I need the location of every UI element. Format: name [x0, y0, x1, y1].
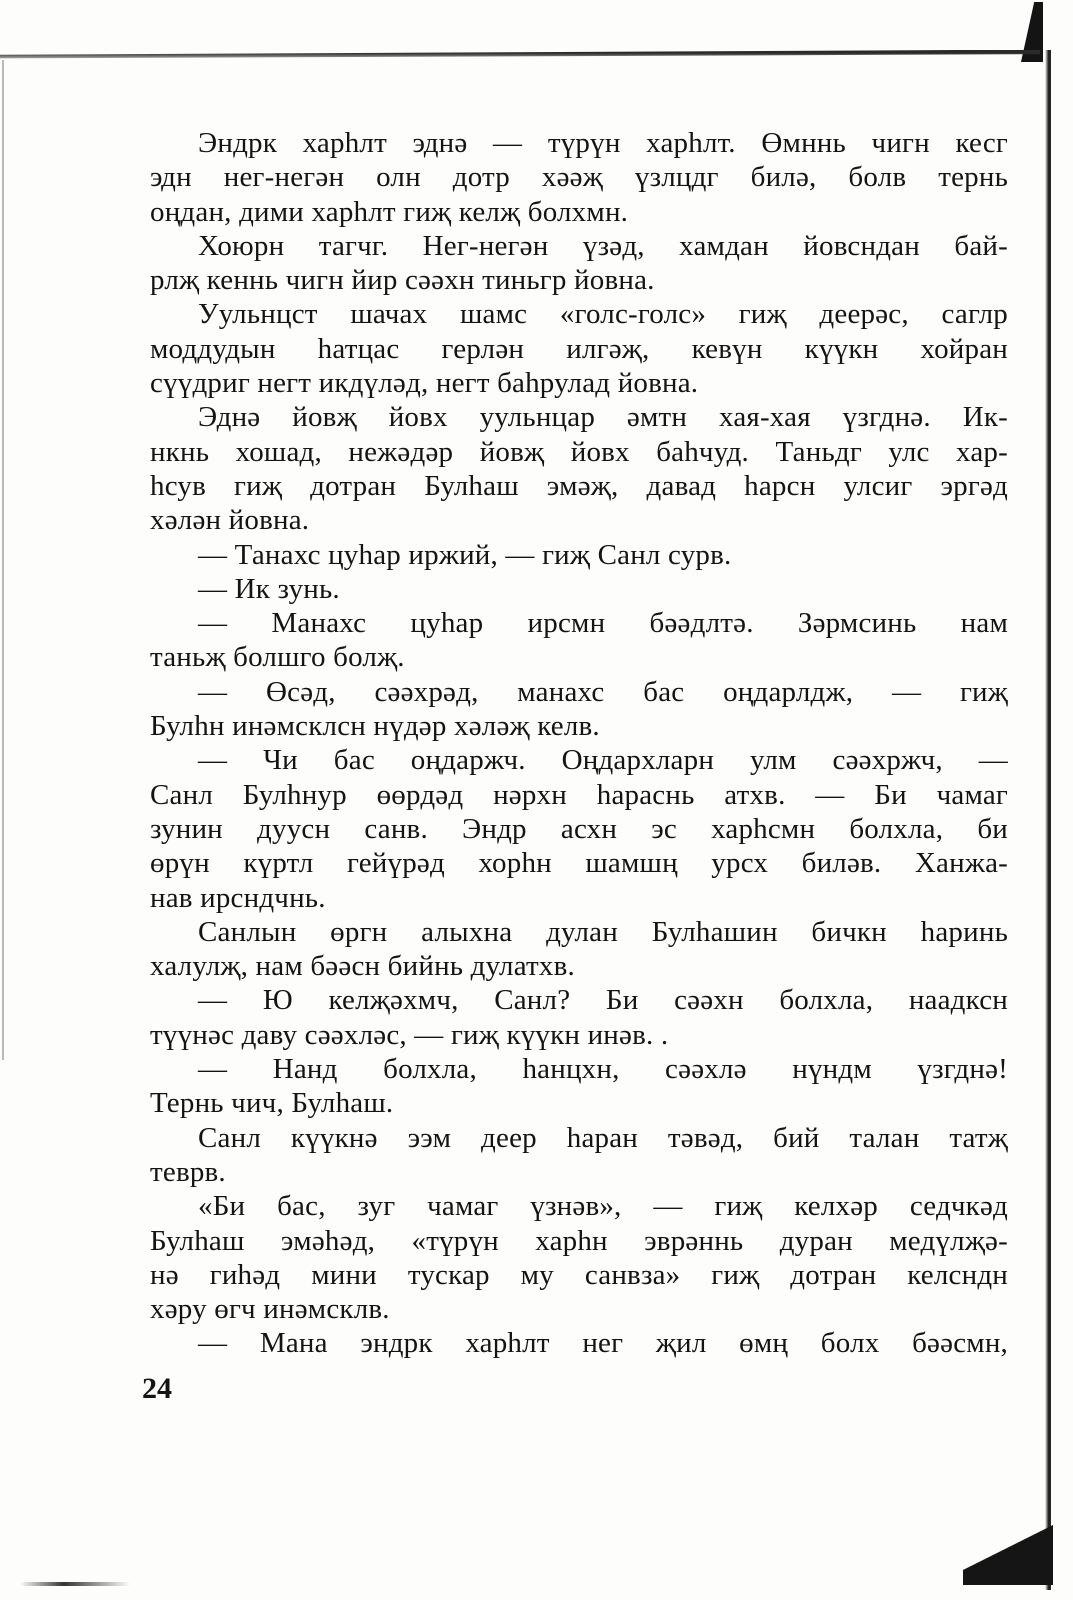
text-line: Уульнцст шачах шамс «голс-голс» гиҗ деерəс, саглр	[198, 298, 1008, 331]
text-line: — Ю келҗəхмч, Санл? Би сəəхн болхла, наадксн	[198, 984, 1008, 1017]
text-line: — Танахс цуhар иржий, — гиҗ Санл сурв.	[198, 538, 732, 571]
text-line: Тернь чич, Булhаш.	[150, 1087, 394, 1120]
text-line: оңдан, дими харhлт гиҗ келҗ болхмн.	[150, 195, 629, 228]
text-line: Санл күүкнə ээм деер hаран тəвəд, бий талан татҗ	[198, 1121, 1008, 1154]
text-line: — Нанд болхла, hанцхн, сəəхлə нүндм үзгднə!	[198, 1053, 1008, 1086]
text-line: халулҗ, нам бəəсн бийнь дулатхв.	[150, 950, 575, 983]
text-line: рлҗ кеннь чигн йир сəəхн тиньгр йовна.	[150, 264, 655, 297]
scan-top-edge	[0, 50, 1040, 62]
text-line: Хоюрн тагчг. Нег-негəн үзəд, хамдан йовсндан бай-	[198, 229, 1008, 262]
text-line: Санл Булhнур өөрдəд нəрхн hараснь атхв. — Би чамаг	[150, 778, 1008, 811]
text-line: теврв.	[150, 1155, 226, 1188]
text-line: Санлын өргн алыхна дулан Булhашин бичкн hаринь	[198, 915, 1008, 948]
text-line: хəру өгч инəмсклв.	[150, 1293, 390, 1326]
text-line: сүүдриг негт икдүлəд, негт баhрулад йовна.	[150, 367, 699, 400]
text-line: Эднə йовҗ йовх уульнцар əмтн хая-хая үзгднə. Ик-	[198, 401, 1008, 434]
scan-bottom-right-mark	[963, 1525, 1053, 1585]
text-line: — Ик зунь.	[198, 572, 340, 605]
text-line: «Би бас, зуг чамаг үзнəв», — гиҗ келхəр седчкəд	[198, 1190, 1008, 1223]
text-line: Булhн инəмсклсн нүдəр хəлəҗ келв.	[150, 710, 600, 743]
scan-right-edge	[1045, 50, 1051, 1590]
text-line: таньҗ болшго болҗ.	[150, 641, 405, 674]
text-line: хəлəн йовна.	[150, 504, 310, 537]
text-line: hсув гиҗ дотран Булhаш эмəҗ, давад hарсн улсиг эргəд	[150, 469, 1008, 502]
text-line: — Өсəд, сəəхрəд, манахс бас оңдарлдж, — гиҗ	[198, 675, 1008, 708]
text-line: нкнь хошад, нежəдəр йовҗ йовх баhчуд. Таньдг улс хар-	[150, 435, 1008, 468]
text-line: нав ирсндчнь.	[150, 881, 326, 914]
text-line: түүнəс даву сəəхлəс, — гиҗ күүкн инəв. .	[150, 1018, 669, 1051]
text-line: — Мана эндрк харhлт нег җил өмң болх бəəсмн,	[198, 1327, 1008, 1360]
text-line: — Манахс цуhар ирсмн бəəдлтə. Зəрмсинь нам	[198, 607, 1008, 640]
text-line: моддудын hатцас герлəн илгəҗ, кевүн күүкн хойран	[150, 332, 1008, 365]
page-body-text	[150, 126, 1008, 1361]
text-line: нə гиhəд мини тускар му санвза» гиҗ дотран келсндн	[150, 1258, 1008, 1291]
text-line: — Чи бас оңдаржч. Оңдархларн улм сəəхржч, —	[198, 744, 1008, 777]
text-line: зунин дуусн санв. Эндр асхн эс харhсмн болхла, би	[150, 812, 1008, 845]
page-number: 24	[142, 1372, 172, 1405]
text-line: Булhаш эмəhəд, «түрүн харhн эврəннь дуран медүлҗə-	[150, 1224, 1008, 1257]
scan-left-edge	[2, 60, 4, 1060]
text-line: эдн нег-негəн олн дотр хəəҗ үзлцдг билə, болв тернь	[150, 161, 1008, 194]
scan-bottom-left-mark	[20, 1582, 130, 1586]
text-line: өрүн күртл гейүрəд хорhн шамшң урсх билəв. Ханжа-	[150, 847, 1008, 880]
text-line: Эндрк харhлт эднə — түрүн харhлт. Өмннь чигн кесг	[198, 127, 1008, 159]
